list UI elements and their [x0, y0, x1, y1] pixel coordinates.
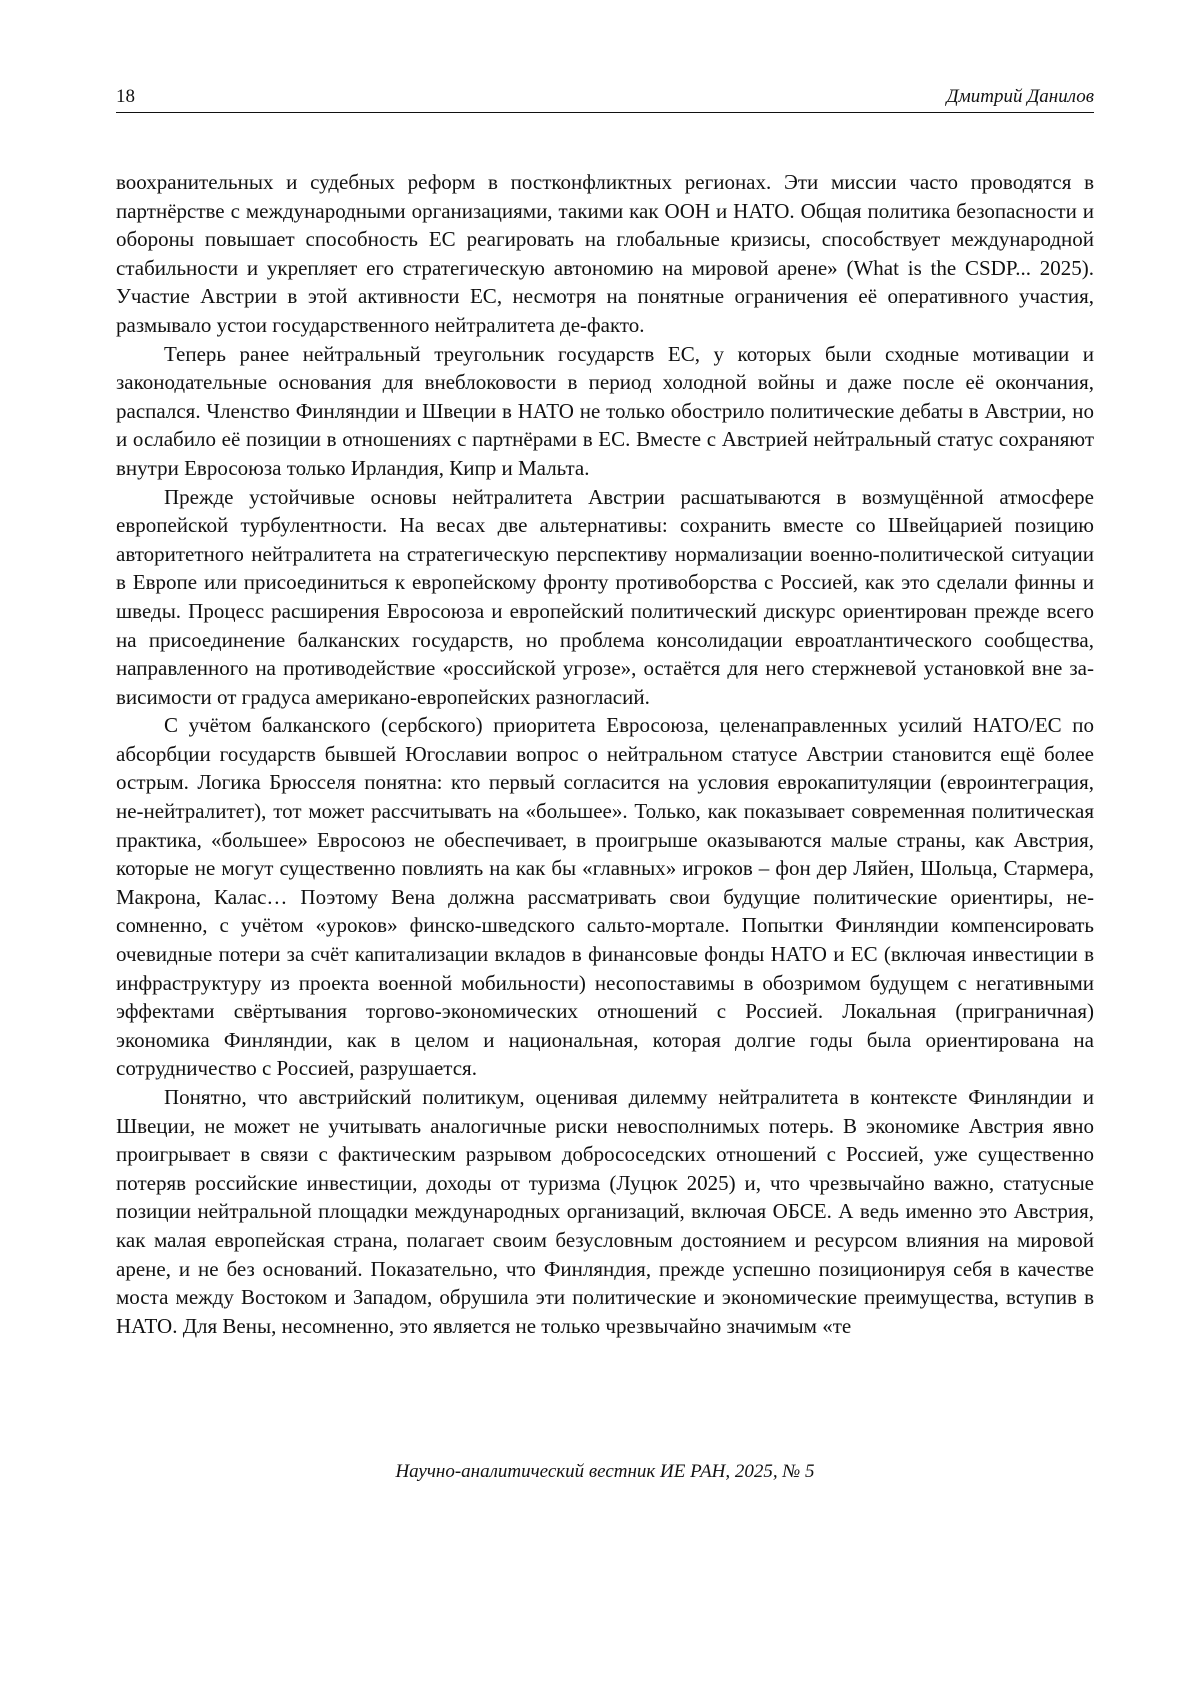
page-number: 18	[116, 86, 135, 107]
header-author: Дмитрий Данилов	[946, 86, 1094, 107]
paragraph: С учётом балканского (сербского) приоритета Евросоюза, целенаправленных усилий НАТО/ЕС по абсорбции государств бывшей Югославии вопрос о нейтральном статусе Австрии становится ещё более острым. Логика Брюсселя понятна: кто первый согласится на условия еврокапитуляции (евроинтеграция, не-нейтралитет), тот может рассчитывать на «большее». Только, как показывает современная политическая практика, «большее» Евросоюз не обеспечивает, в проигрыше оказываются малые страны, как Австрия, которые не могут существенно повлиять на как бы «главных» игроков – фон дер Ляйен, Шольца, Стармера, Макрона, Калас… Поэтому Вена должна рассматривать свои будущие политические ориентиры, несомненно, с учётом «уроков» финско-шведского сальто-мортале. Попытки Финляндии компенсировать очевидные потери за счёт капитализации вкладов в финансовые фонды НАТО и ЕС (включая инвестиции в инфраструктуру из проекта военной мобильности) несопоставимы в обозримом будущем с негативными эффектами свёртывания торгово-экономических отношений с Россией. Локальная (приграничная) экономика Финляндии, как в целом и национальная, которая долгие годы была ориентирована на сотрудничество с Россией, разрушается.	[116, 713, 1094, 1081]
paragraph: Понятно, что австрийский политикум, оценивая дилемму нейтралитета в контексте Финляндии и Швеции, не может не учитывать аналогичные риски невосполнимых потерь. В экономике Австрия явно проигрывает в связи с фактическим разрывом добрососедских отношений с Россией, уже существенно потеряв российские инвестиции, доходы от туризма (Луцюк 2025) и, что чрезвычайно важно, статусные позиции нейтральной площадки международных организаций, включая ОБСЕ. А ведь именно это Австрия, как малая европейская страна, полагает своим безусловным достоянием и ресурсом влияния на мировой арене, и не без оснований. Показательно, что Финляндия, прежде успешно позиционируя себя в качестве моста между Востоком и Западом, обрушила эти политические и экономические преимущества, вступив в НАТО. Для Вены, несомненно, это является не только чрезвычайно значимым «те	[116, 1085, 1094, 1338]
paragraph-continued: воохранительных и судебных реформ в постконфликтных регионах. Эти миссии часто проводятся в партнёрстве с международными организациями, такими как ООН и НАТО. Общая политика безопасности и обороны повышает способность ЕС реагировать на глобальные кризисы, способствует международной стабильности и укрепляет его стратегическую автономию на мировой арене» (What is the CSDP... 2025). Участие Австрии в этой активности ЕС, несмотря на понятные ограничения её оперативного участия, размывало устои государственного нейтралитета де-факто.	[116, 170, 1094, 337]
paragraph: Теперь ранее нейтральный треугольник государств ЕС, у которых были сходные мотивации и законодательные основания для внеблоковости в период холодной войны и даже после её окончания, распался. Членство Финляндии и Швеции в НАТО не только обострило политические дебаты в Австрии, но и ослабило её позиции в отношениях с партнёрами в ЕС. Вместе с Австрией нейтральный статус сохраняют внутри Евросоюза только Ирландия, Кипр и Мальта.	[116, 341, 1094, 480]
journal-footer: Научно-аналитический вестник ИЕ РАН, 2025, № 5	[395, 1461, 815, 1482]
paragraph: Прежде устойчивые основы нейтралитета Австрии расшатываются в возмущённой атмосфере европейской турбулентности. На весах две альтернативы: сохранить вместе со Швейцарией позицию авторитетного нейтралитета на стратегическую перспективу нормализации военно-политической ситуации в Европе или присоединиться к европейскому фронту противоборства с Россией, как это сделали финны и шведы. Процесс расширения Евросоюза и европейский политический дискурс ориентирован прежде всего на присоединение балканских государств, но проблема консолидации евроатлантического сообщества, направленного на противодействие «российской угрозе», остаётся для него стержневой установкой вне зависимости от градуса американо-европейских разногласий.	[116, 484, 1094, 709]
running-header	[116, 84, 1094, 113]
article-body	[116, 168, 1094, 1340]
